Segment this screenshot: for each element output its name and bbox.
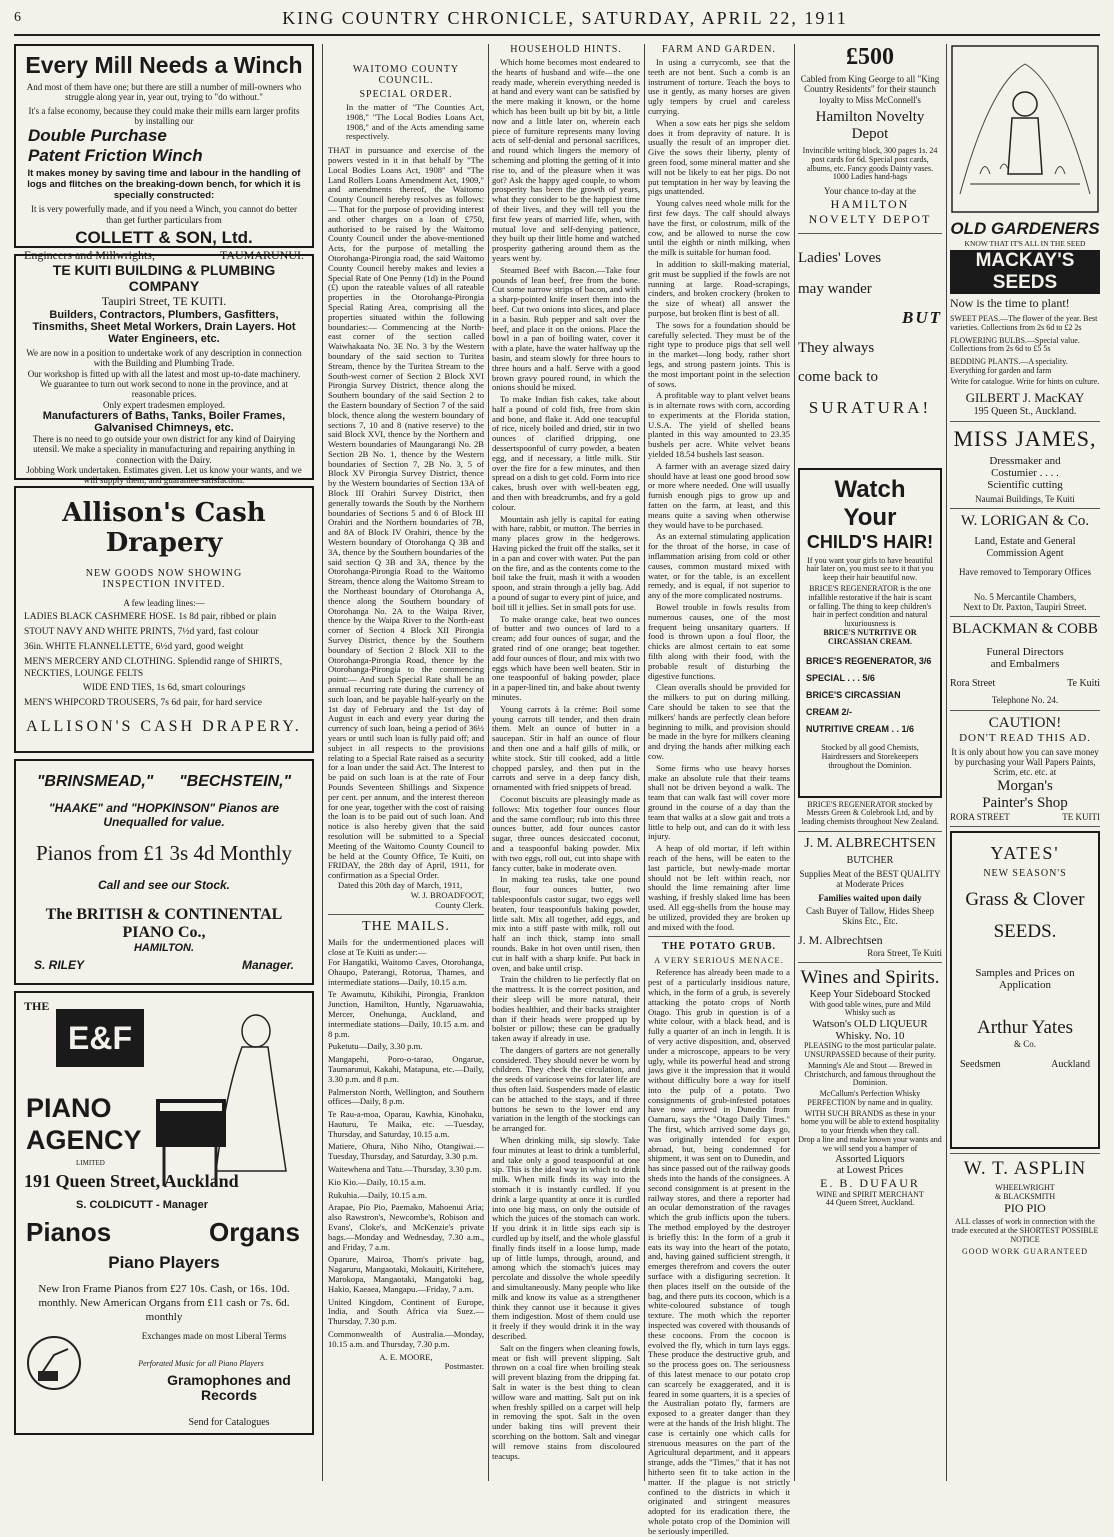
lorigan-name: W. LORIGAN & Co. [960, 513, 1090, 530]
farm-paragraph: A heap of old mortar, if left within reach of the hens, will be eaten to the last particle, but newly-made mortar should not be left within reach, nor should the lime remaining after lime washing, if freshly slaked lime has been used. All egg-shells from the house may be utilized, provided they are broken up and mixed with the food. [648, 843, 790, 932]
farm-paragraph: When a sow eats her pigs she seldom does it from depravity of nature. It is usually the result of an improper diet. Give the sows their liberty, plenty of green food, some mineral matter and she will not be likely to eat her pigs. Do not put temptation in her way by leaving the pigs unattended. [648, 117, 790, 197]
column-5 [798, 44, 942, 1481]
winch-powerful: It is very powerfully made, and if you need a Winch, you cannot do better than get further particulars from [31, 204, 297, 225]
hair-cream: BRICE'S NUTRITIVE OR CIRCASSIAN CREAM. [823, 627, 917, 646]
novelty-name: Hamilton Novelty Depot [815, 109, 925, 143]
butcher-supplies: Supplies Meat of the BEST QUALITY at Moderate Prices [799, 868, 941, 890]
ef-logo: E&F [56, 1009, 144, 1067]
farm-paragraph: As an external stimulating application for the throat of the horse, in case of inflammation arising from cold or other causes, common mustard mixed with water, or for the table, is an excellent remedy, and is equal, if not superior to any of the more complicated nostrums. [648, 531, 790, 601]
allison-line: 36in. WHITE FLANNELLETTE, 6½d yard, good weight [24, 641, 244, 652]
pianos-manager-name: S. RILEY [34, 958, 85, 972]
james-name: MISS JAMES, [953, 426, 1097, 452]
plumbing-p2: Our workshop is fitted up with all the latest and most up-to-date machinery. We guarantee to turn out work second to none in the province, and at reasonable prices. [27, 368, 301, 400]
mackay-now: Now is the time to plant! [950, 296, 1070, 310]
wines-whisky: Watson's OLD LIQUEUR Whisky. No. 10 [812, 1018, 928, 1043]
ef-ad [14, 991, 314, 1435]
household-paragraph: Steamed Beef with Bacon.—Take four pounds of lean beef, free from the bone. Cut some narrow strips of bacon, and with a sharp-pointed knife insert them into the beef. Cut two onions into slices, and place in a basin. Rub pepper and salt over the beef, and place it on the onions. Place the bowl in a pan of boiling water, cover it with a plate, have the water halfway up the basin, and steam slowly for three hours to three hours and a half. Serve with a good brown gravy poured round, in which the onions should be mixed. [492, 264, 640, 393]
pianos-ad [14, 759, 314, 985]
winch-pitch: It makes money by saving time and labour in the handling of logs and flitches on the breaking-down bench, for which it is specially constructed: [27, 168, 301, 202]
mackay-catalogue: Write for catalogue. Write for hints on culture. [950, 376, 1100, 386]
blackman-trade-2: and Embalmers [990, 658, 1060, 671]
asplin-town: PIO PIO [1004, 1201, 1046, 1216]
farm-paragraph: The sows for a foundation should be carefully selected. They must be of the right type to produce pigs that sell well in the market—long body, rather short legs, and strong pastern joints. This is the most important point in the selection of sows. [648, 319, 790, 389]
winch-ad [14, 44, 314, 263]
yates-grass: Grass & Clover [965, 888, 1085, 910]
hair-prices [806, 653, 934, 738]
yates-ad [950, 831, 1100, 1149]
suratura-line: may wander [798, 280, 872, 297]
council-special-order: SPECIAL ORDER. [359, 89, 453, 100]
masthead-title: KING COUNTRY CHRONICLE, SATURDAY, APRIL 22, 1911 [282, 8, 848, 28]
household-paragraph: Train the children to lie perfectly flat on the mattress. It is the correct position, and their sleep will be more natural, their bodies healthier, and their backs straighter than if their heads were propped up by bolster or pillow; these can be gradually taken away if already in use. [492, 974, 640, 1044]
column-1 [14, 44, 314, 1481]
wines-pleasing: PLEASING to the most particular palate. UNSURPASSED because of their purity. [804, 1041, 936, 1059]
morgan-name: Morgan's [997, 777, 1053, 794]
morgan-caution: CAUTION! [988, 714, 1062, 731]
wines-name: E. B. DUFAUR [820, 1175, 920, 1190]
farm-paragraph: A farmer with an average sized dairy should have at least one good brood sow or more where needed. One will usually furnish enough pigs to grow up and fatten on the farm, at least, and this means quite a saving when otherwise they would have to be purchased. [648, 460, 790, 530]
pianos-call: Call and see our Stock. [97, 878, 231, 892]
pianos-company: The BRITISH & CONTINENTAL PIANO Co., [45, 906, 283, 941]
hair-footer: BRICE'S REGENERATOR stocked by Messrs Green & Colebrook Ltd, and by leading chemists throughout New Zealand. [801, 799, 939, 827]
mails-heading: THE MAILS. [362, 919, 450, 935]
hair-headline-1: Watch Your [834, 475, 906, 531]
mails-entry: Kio Kio.—Daily, 10.15 a.m. [328, 1176, 426, 1187]
yates-seedsmen: Seedsmen [960, 1059, 1001, 1071]
household-paragraph: Mountain ash jelly is capital for eating with hare, rabbit, or mutton. The berries in many places grow in the hedgerows. Having picked the fruit off the stalks, set it in a pan and cover with water. Put the pan on the fire, and as the contents come to the boil take the fruit, mash it with a wooden spoon, and strain through a jelly bag. Add a pound of sugar to every pint of juice, and boil till it jellies. Set in small pots for use. [492, 513, 640, 612]
mackay-bedding: BEDDING PLANTS.—A speciality. Everything for garden and farm [950, 357, 1068, 375]
household-paragraph: Which home becomes most endeared to the hearts of husband and wife—the one ready made, wherein everything needed is at hand and every want can be satisfied by the mere making it known, or the home which has been built up bit by bit, a little now and a little later on, wherein each piece of furniture represents many loving acts of self-denial and personal sacrifices, and round which lingers the memory of scheming and plotting the getting of it into rise to, and of the pleasure when it was got? Ask the happy aged couple, to whom prosperity has been the growth of years, what they consider to be the happiest time of their lives, and they will tell you the first few years of married life, when, with mutual love and self-denying patience, they built up their little home and watched prosperity gathering around them as the years went by. [492, 57, 640, 263]
council-matter: In the matter of "The Counties Act, 1908," "The Local Bodies Loans Act, 1908," and of the Acts amending same respectively. [346, 102, 484, 142]
butcher-name-2: J. M. Albrechtsen [798, 932, 883, 947]
plumbing-p1: We are now in a position to undertake work of any description in connection with the Building and Plumbing Trade. [26, 348, 302, 369]
brand-brinsmead: "BRINSMEAD," [36, 773, 154, 790]
column-rule [644, 44, 645, 1481]
masthead-rule [14, 34, 1100, 36]
winch-town: TAUMARUNUI. [219, 248, 304, 263]
mackay-banner-2: KNOW THAT IT'S ALL IN THE SEED [964, 239, 1086, 248]
plumbing-p5: Jobbing Work undertaken. Estimates given. Let us know your wants, and we will supply them, and guarantee satisfaction. [26, 465, 302, 486]
farm-paragraph: Young calves need whole milk for the first few days. The calf should always have the first, or colostrum, milk of the cow, and be allowed to nurse the cow until the eighth or ninth milking, when the milk is suitable for human food. [648, 198, 790, 258]
farm-paragraph: Bowel trouble in fowls results from numerous causes, one of the most frequent being unsanitary quarters. If food is thrown upon a foul floor, the chicks are almost certain to eat some filth along with their food, with the probable result of disturbing the digestive functions. [648, 602, 790, 681]
wines-merchant: WINE and SPIRIT MERCHANT [816, 1189, 924, 1199]
yates-arthur: Arthur Yates [976, 1016, 1074, 1038]
suratura-brand: SURATURA! [808, 397, 932, 417]
ef-agency: AGENCY [26, 1125, 142, 1155]
hair-ad [798, 468, 942, 798]
lorigan-chambers: No. 5 Mercantile Chambers, [973, 591, 1077, 602]
mails-entry: Mangapehi, Poro-o-tarao, Ongarue, Taumarunui, Kakahi, Matapuna, etc.—Daily, 3.30 p.m. and 8 p.m. [328, 1054, 484, 1084]
mails-list [328, 958, 484, 1350]
mackay-address: 195 Queen St., Auckland. [973, 405, 1077, 417]
allison-new-goods: NEW GOODS NOW SHOWING [85, 568, 243, 579]
mails-entry: Puketutu—Daily, 3.30 p.m. [328, 1041, 423, 1052]
novelty-writing: Invincible writing block, 300 pages 1s. 24 post cards for 6d. Special post cards, albums, etc. Fancy goods Dainty vases. 1000 Ladies hand-bags [802, 146, 938, 182]
novelty-chance: Your chance to-day at the [823, 186, 917, 197]
james-buildings: Naumai Buildings, Te Kuiti [975, 494, 1075, 505]
council-body: THAT in pursuance and exercise of the powers vested in it in that behalf by "The Local Bodies Loans Act, 1908" and "The Land Rollers Loans Amendment Act, 1909," and amendments thereof, the Waitomo County Council hereby resolves as follows:— That for the purpose of providing interest and other charges on a loan of £750, authorised to be raised by the Waitomo County Council under the above-mentioned Acts, for the purpose of metalling the Otorohanga-Pirongia road, the said Waitomo County Council hereby makes and levies a Special Rate of One Penny (1d) in the Pound (£) upon the rateable values of all rateable properties in the Otorohanga-Pirongia Special Rating Area, comprising all the properties situated within the following boundaries:— Commencing at the North-east corner of the section called Waiwhakaata No. 3E No. 3 by the Western boundary of the said section to Turitea Stream, thence by the Turitea Stream to the South-west corner of Section 2 Block XVI Pirongia Survey District, thence along the Southern boundary of the said Section 2 to the Eastern boundary of Section 7 of the said block, thence along the western boundary of sections 7, 10 and 8 (native reserve) to the said Block XVI, thence by the Northern and Western boundaries of Maungarangi No. 2B Section 2B No. 1, thence by the Western boundaries of Section 7, 2B No. 3, 5 of Block XV Pirongia Survey District, thence by the Western boundaries of Section 13A of Block III Orahiri Survey District, then generally towards the South by the Northern boundaries of Sections 5 and 6 of Block III Orahiri and the Northern boundaries of 7B, and 8A of Block IV Orahiri, thence by the Western boundary of Otorohanga Q 3B and 3A, thence by the Southern boundaries of the said section Q 3B and 3A, thence by the Otorohanga-Pirongia Road to the Waitomo Stream, thence along the Waitomo Stream to the Northeast boundary of Otorohanga A, thence along the Southern boundary of Otorohanga No. 2A to the Waipa River, thence by the Waipa River to the North-east corner of Section 4 Block XII Pirongia Survey District, thence by the Southern boundary of Section 2 Block XII to the Otorohanga-Pirongia Road, thence by the Otorohanga-Pirongia to the commencing point:— And such Special Rate shall be an annual recurring rate during the currency of such loan, and be payable half-yearly on the 1st day of February and the 1st day of August in each and every year during the currency of such loan, being a period of 36½ years or until such loan is fully paid off; and subject in all respects to the provisions relating to a Special Rate raised as a security for a loan under the said Act. The Interest to be paid on such loan is at the rate of Four Pounds Seventeen Shillings and Sixpence per cent. per annum, and the interest thereon for one year, together with the cost of raising the loan is to be paid out of such loan. And notice is also hereby given that the said resolution will be submitted to a Special Meeting of the Waitomo County Council to be held at the County Office, Te Kuiti, on FRIDAY, the 28th day of April, 1911, for confirmation as a Special Order. [328, 145, 484, 881]
suratura-but: BUT [902, 307, 942, 327]
yates-auckland: Auckland [1051, 1059, 1090, 1071]
mails-entry: Commonwealth of Australia.—Monday, 10.15 a.m. and Thursday, 7.30 p.m. [328, 1329, 484, 1349]
mails-entry: Matiere, Ohura, Niho Niho, Otangiwai.—Tuesday, Thursday, and Saturday, 3.30 p.m. [328, 1141, 484, 1162]
wines-street: 44 Queen Street, Auckland. [825, 1198, 915, 1208]
household-paragraph: When drinking milk, sip slowly. Take four minutes at least to drink a tumblerful, and take only a good teaspoonful at one sip. This is the ideal way in which to drink milk. When milk finds its way into the stomach it is instantly curdled. If you drink a large quantity at once it is curdled into one big mass, on only the outside of which the juices of the stomach can work. If you drink it in little sips each sip is curdled up by itself, and the whole glassful finally finds itself in a loose lump, made up of little lumps, through, around, and among which the stomach's juices may percolate and dissolve the whole speedily and simultaneously. Many people who like milk and know its value as a strengthener think they cannot use it because it gives them indigestion. Most of them could use it freely if they would drink it in the way described. [492, 1135, 640, 1341]
allison-name: Allison's Cash Drapery [62, 498, 266, 558]
farm-heading: FARM AND GARDEN. [662, 44, 776, 55]
winch-trade: Engineers and Millwrights, [24, 248, 155, 263]
blackman-name: BLACKMAN & COBB [952, 621, 1098, 638]
farm-text [648, 58, 790, 932]
yates-co: & Co. [1013, 1038, 1036, 1049]
brand-bechstein: "BECHSTEIN," [179, 773, 292, 790]
mails-entry: Arapae, Pio Pio, Paemako, Mahoenui Aria; also Rawstron's, Newcombe's, Robison and Evans', Cloke's, and McKenzie's private bags.—Monday and Wednesday, 7.30 a.m., and Friday, 7 a.m. [328, 1202, 484, 1252]
asplin-trade-2: & BLACKSMITH [994, 1191, 1056, 1201]
plumbing-p3: Only expert tradesmen employed. [103, 399, 225, 410]
plumbing-p4: There is no need to go outside your own district for any kind of Dairying utensil. We make a speciality in manufacturing and repairing anything in connection with the Dairy. [32, 434, 296, 465]
wines-keep: Keep Your Sideboard Stocked [809, 989, 931, 1001]
morgan-shop: Painter's Shop [982, 794, 1068, 811]
ef-gramophones: Gramophones and Records [167, 1372, 291, 1404]
column-4 [648, 44, 791, 1536]
butcher-families: Families waited upon daily [818, 892, 922, 903]
morgan-town: TE KUITI [1062, 811, 1100, 822]
mails-entry: United Kingdom, Continent of Europe, India, and South Africa via Suez.—Thursday, 7.30 p.m. [328, 1296, 484, 1327]
household-paragraph: To make orange cake, beat two ounces of butter and two ounces of lard to a cream; add four ounces of sugar, and the grated rind of one orange; beat together. add four ounces of flour, and mix with two eggs which have been well beaten. Stir in one teaspoonful of baking powder, place in a paper-lined tin, and bake about twenty minutes. [492, 613, 640, 702]
ef-limited: LIMITED [76, 1159, 105, 1167]
household-paragraph: Salt on the fingers when cleaning fowls, meat or fish will prevent slipping. Salt thrown on a coal fire when broiling steak will prevent blazing from the dripping fat. Salt in water is the best thing to clean willow ware and matting. Salt put on ink when freshly spilled on a carpet will help in removing the spot. Salt in the oven under baking tins will prevent their scorching on the bottom. Salt and vinegar will remove stains from discoloured teacups. [492, 1342, 640, 1461]
household-paragraph: The dangers of garters are not generally considered. They should never be worn by children. They check the circulation, and the seeds of varicose veins for later life are thus often laid. Suspenders made of elastic can be attached to the stays, and if three buttons be sewn to the lower end any variation in the length of the stockings can be arranged for. [492, 1044, 640, 1134]
suratura-line: They always [798, 339, 875, 356]
wines-assorted: Assorted Liquors [835, 1153, 905, 1165]
james-dressmaker: Dressmaker and [989, 455, 1061, 468]
ef-organs: Organs [208, 1217, 300, 1247]
hair-price: NUTRITIVE CREAM . . 1/6 [806, 723, 915, 734]
yates-season: NEW SEASON'S [983, 867, 1067, 879]
yates-name: YATES' [990, 842, 1060, 863]
allison-line: WIDE END TIES, 1s 6d, smart colourings [82, 683, 246, 694]
ef-manager: S. COLDICUTT - Manager [76, 1199, 209, 1211]
mails-entry: Te Awamutu, Kihikihi, Pirongia, Frankton Junction, Hamilton, Huntly, Ngaruawahia, Mercer, Onehunga, Auckland, and intermediate stations—Daily, 10.15 a.m. and 8 p.m. [328, 989, 484, 1039]
morgan-body: It is only about how you can save money by purchasing your Wall Papers Paints, Scrim, etc. etc. at [951, 746, 1099, 778]
lorigan-trade-1: Land, Estate and General [974, 536, 1076, 548]
farm-paragraph: A profitable way to plant velvet beans is in alternate rows with corn, according to experiments at the Florida station, U.S.A. The yield of shelled beans planted in this way amounted to 23.35 bushels per acre. White velvet beans yielded 18.54 bushels last season. [648, 390, 790, 460]
column-rule [794, 44, 795, 1481]
farm-paragraph: Some firms who use heavy horses make an absolute rule that their teams shall not be driven beyond a walk. The team that can walk fast will cover more ground in the course of a day than the team that walks at a slow gait and trots a little to help out, and can do it with less injury. [648, 762, 790, 842]
council-clerk: County Clerk. [435, 899, 484, 910]
wines-stout: Manning's Ale and Stout — Brewed in Christchurch, and famous throughout the Dominion. [804, 1060, 936, 1088]
column-rule [322, 44, 323, 1481]
winch-intro: And most of them have one; but there are still a number of mill-owners who struggle along year in, year out, trying to "do without." [26, 82, 302, 103]
hair-price: BRICE'S CIRCASSIAN CREAM 2/- [806, 689, 901, 717]
wines-headline: Wines and Spirits. [800, 967, 940, 989]
james-cutting: Scientific cutting [987, 479, 1063, 492]
grub-paragraph: Reference has already been made to a pest of a particularly insidious nature, which, in the form of a grub, is severely attacking the potato crops of North Otago. This grub in question is of a white colour, with a black head, and is fully a quarter of an inch in length. It is of very active disposition, and, observed under a microscope, appears to be very ugly, while its powerful head and strong jaws give it the impression that it would without difficulty bore a way for itself into the pulp of a potato. Two consignments of grub-infested potatoes have now arrived in Dunedin from Oamaru, says the "Otago Daily Times." The first, which arrived some days go, was originally intended for export abroad, but, being condemned for shipment, it was sent on to Dunedin, and has since passed out of the railway goods sheds into the hands of the consignees. A second consignment is at present in the railway stores, and there a reporter had an ocular demonstration of the ravages which the grub inflicts upon the tubers. The method employed by the destroyer is briefly this: In the form of a grub it eats its way into the heart of the potato, and, having gained sufficient strength, it emerges therefrom and covers the outer surface with a disfiguring secretion. It then places itself on the outside of the bag, and there puts its cocoon, which is a white-coloured substance of tough texture. The moth which the reporter inspected was covered with thousands of these cocoons. From the cocoon is evolved the fly, which in turn lays eggs. These produce the destructive grub, and so the process goes on. The seriousness of this latest menace to our potato crop can scarcely be exaggerated, and it is feared in some quarters, it is a species of the Australian potato fly, farmers are exposed to a greater danger than they were at the hands of the Irish blight. The case is certainly one which calls for strenuous measures on the part of the Agricultural department, and it appears strange, adds the "Times," that it has not hitherto seen fit to take action in the matter. If the plague is not strictly confined to the districts in which it originated and stringent measures adopted for its eradication there, the whole potato crop of the Dominion will be seriously imperilled. [648, 967, 791, 1536]
council-heading: WAITOMO COUNTY COUNCIL. [352, 64, 460, 86]
plumbing-manufacturers: Manufacturers of Baths, Tanks, Boiler Frames, Galvanised Chimneys, etc. [42, 410, 286, 435]
suratura-line: come back to [798, 368, 878, 385]
hair-p1: If you want your girls to have beautiful hair later on, you must see to it that you keep their hair beautiful now. [806, 555, 934, 583]
allison-ad [14, 486, 314, 753]
wines-brands: WITH SUCH BRANDS as these in your home you will be able to extend hospitality to your friends when they call. [800, 1108, 940, 1136]
household-paragraph: In making tea rusks, take one pound flour, four ounces butter, two tablespoonfuls castor sugar, two eggs well beaten, four teaspoonfuls baking powder, little salt. Mix all together, add eggs, and mix into a stiff paste with milk, roll out half an inch thick, stamp into small rounds. Bake in hot oven until risen, then cut in half with a sharp knife. Put back in oven, and bake until crisp. [492, 874, 640, 973]
yates-seeds: SEEDS. [993, 920, 1057, 942]
mails-intro: Mails for the undermentioned places will close at Te Kuiti as under:— [328, 937, 484, 958]
plumbing-ad [14, 254, 314, 486]
winch-false-economy: It's a false economy, because they could make their mills earn larger profits by installing our [28, 105, 300, 127]
column-rule [488, 44, 489, 1481]
allison-line: MEN'S MERCERY AND CLOTHING. Splendid range of SHIRTS, NECKTIES, LOUNGE FELTS [24, 656, 283, 679]
allison-lines [24, 612, 304, 710]
allison-line: LADIES BLACK CASHMERE HOSE. 1s 8d pair, ribbed or plain [24, 612, 277, 622]
column-3 [492, 44, 640, 1481]
household-paragraph: Young carrots à la crème: Boil some young carrots till tender, and then drain them. Melt an ounce of butter in a saucepan. Stir in half an ounce of flour and then one and a half gills of milk, or white stock. Stir till cooked, add a little chopped parsley, and then put in the carrots and serve in a deep fancy dish, ornamented with fried snippets of bread. [492, 703, 640, 793]
blackman-trade-1: Funeral Directors [986, 646, 1064, 659]
wines-lowest: at Lowest Prices [836, 1164, 904, 1176]
pianos-price: Pianos from £1 3s 4d Monthly [35, 841, 293, 865]
wines-mccallum: McCallum's Perfection Whisky PERFECTION by name and in quality. [807, 1089, 933, 1107]
column-rule [946, 44, 947, 1481]
allison-inspection: INSPECTION INVITED. [102, 579, 226, 590]
pianos-manager-title: Manager. [241, 958, 294, 972]
asplin-body: ALL classes of work in connection with the trade executed at the SHORTEST POSSIBLE NOTICE [951, 1217, 1099, 1245]
ef-the: THE [24, 999, 50, 1013]
mackay-bulbs: FLOWERING BULBS.—Special value. Collections from 2s 6d to £5 5s [950, 335, 1080, 354]
allison-footer: ALLISON'S CASH DRAPERY. [26, 718, 302, 736]
household-paragraph: To make Indian fish cakes, take about half a pound of cold fish, free from skin and bone, and flake it. Add one teacupful of rice, nicely boiled and dried, stir in two ounces of clarified dripping, one dessertspoonful of curry powder, a beaten egg, and if necessary, a little milk. Stir over the fire for a few minutes, and then spread on a dish to get cold. Form into rice cakes, brush over with well-beaten egg, and then with breadcrumbs, and fry a gold colour. [492, 394, 640, 512]
morgan-street: RORA STREET [950, 811, 1010, 822]
mails-entry: Oparure, Mairoa, Thom's private bag, Nagaruru, Mangaotaki, Mokauiti, Kiritehere, Marokopa, Mangaotaki, Mangatoki bag, Hakio, Kaeaea, Mangapu.—Friday, 7 a.m. [328, 1254, 484, 1294]
allison-line: STOUT NAVY AND WHITE PRINTS, 7½d yard, fast colour [24, 626, 259, 637]
mails-signed: A. E. MOORE, [379, 1351, 433, 1362]
ef-address: 191 Queen Street, Auckland [24, 1171, 239, 1191]
mails-entry: For Hangatiki, Waitomo Caves, Otorohanga, Ohaupo, Paterangi, Rotorua, Thames, and intermediate stations—Daily, 10.15 a.m. [328, 956, 484, 987]
winch-product-1: Double Purchase [28, 126, 167, 146]
morgan-dont: DON'T READ THIS AD. [959, 731, 1091, 744]
plumbing-trades: Builders, Contractors, Plumbers, Gasfitters, Tinsmiths, Sheet Metal Workers, Drain Layers. Hot Water Engineers, etc. [32, 309, 296, 345]
ef-players: Piano Players [108, 1253, 220, 1272]
ef-exchanges: Exchanges made on most Liberal Terms [141, 1331, 287, 1341]
blackman-phone: Telephone No. 24. [991, 695, 1059, 706]
ef-piano: PIANO [26, 1093, 112, 1123]
suratura-line: Ladies' Loves [798, 249, 882, 266]
novelty-price: £500 [846, 44, 894, 70]
mackay-sweet: SWEET PEAS.—The flower of the year. Best varieties. Collections from 2s 6d to £2 2s [950, 314, 1098, 332]
asplin-trade-1: WHEELWRIGHT [995, 1182, 1055, 1192]
lorigan-next: Next to Dr. Paxton, Taupiri Street. [963, 602, 1087, 613]
hair-price: BRICE'S REGENERATOR, 3/6 [806, 655, 932, 666]
mackay-firm: GILBERT J. MacKAY [965, 389, 1085, 405]
ef-pianos: Pianos [26, 1217, 112, 1247]
mackay-name: MACKAY'S SEEDS [950, 250, 1100, 294]
farm-paragraph: In addition to skill-making material, grit must be supplied if the fowls are not running at large. Road-scrapings, cinders, and broken crockery (broken to the size of wheat) all answer the purpose, but broken flint is best of all. [648, 258, 790, 318]
piano-illustration [156, 1001, 296, 1191]
allison-few-lines: A few leading lines:— [123, 598, 205, 608]
suratura-ad [798, 250, 942, 456]
ef-perforated: Perforated Music for all Piano Players [138, 1359, 264, 1368]
gardener-illustration [950, 44, 1100, 214]
ef-offer: New Iron Frame Pianos from £27 10s. Cash, or 16s. 10d. monthly. New American Organs from £11 cash or 7s. 6d. monthly [38, 1283, 290, 1323]
wines-drop: Drop a line and make known your wants and we will send you a hamper of [798, 1135, 942, 1153]
butcher-name: J. M. ALBRECHTSEN [804, 835, 936, 851]
yates-samples: Samples and Prices on Application [975, 966, 1075, 991]
lorigan-trade-2: Commission Agent [986, 547, 1064, 559]
mackay-banner-1: OLD GARDENERS [950, 219, 1100, 238]
james-costumier: Costumier . . . . [991, 467, 1059, 480]
novelty-name-2: HAMILTON NOVELTY DEPOT [808, 196, 932, 226]
plumbing-address: Taupiri Street, TE KUITI. [101, 294, 227, 308]
hair-regen: BRICE'S REGENERATOR is the one infallible restorative if the hair is scant or falling. The thing to keep children's hair in perfect condition and natural luxuriousness is [808, 583, 932, 629]
wines-good: With good table wines, pure and Mild Whisky such as [809, 999, 931, 1018]
column-2 [328, 44, 484, 1481]
page-number: 6 [14, 10, 21, 25]
novelty-cabled: Cabled from King George to all "King Country Residents" for their staunch loyalty to Miss McConnell's [800, 74, 940, 105]
allison-line: MEN'S WHIPCORD TROUSERS, 7s 6d pair, for hard service [24, 698, 262, 709]
asplin-footer: GOOD WORK GUARANTEED [961, 1246, 1089, 1256]
mails-title: Postmaster. [444, 1361, 484, 1372]
mails-entry: Rukuhia.—Daily, 10.15 a.m. [328, 1189, 427, 1200]
winch-company: COLLETT & SON, Ltd. [75, 228, 253, 248]
lorigan-removed: Have removed to Temporary Offices [959, 567, 1091, 578]
grub-subheading: A VERY SERIOUS MENACE. [654, 955, 784, 966]
blackman-town: Te Kuiti [1067, 678, 1100, 690]
grub-heading: THE POTATO GRUB. [661, 941, 777, 953]
farm-paragraph: Clean overalls should be provided for the milkers to put on during milking. Care should be taken to see that the milkers' hands are perfectly clean before beginning to milk, and provision should be made in the byre for milkers cleaning and drying the hands after milking each cow. [648, 682, 790, 761]
butcher-buyer: Cash Buyer of Tallow, Hides Sheep Skins Etc., Etc. [805, 905, 935, 927]
hair-headline-2: CHILD'S HAIR! [806, 531, 934, 552]
grub-text [648, 968, 790, 1536]
blackman-street: Rora Street [950, 678, 996, 690]
asplin-name: W. T. ASPLIN [963, 1157, 1087, 1179]
council-signed: W. J. BROADFOOT, [410, 889, 484, 900]
plumbing-name: TE KUITI BUILDING & PLUMBING COMPANY [52, 262, 276, 294]
household-text [492, 58, 640, 1461]
ef-catalogues: Send for Catalogues [188, 1417, 270, 1428]
hair-stocked: Stocked by all good Chemists, Hairdressers and Storekeepers throughout the Dominion. [821, 743, 919, 770]
butcher-title: BUTCHER [846, 854, 894, 866]
pianos-line2: "HAAKE" and "HOPKINSON" Pianos are Unequalled for value. [48, 801, 280, 829]
winch-headline: Every Mill Needs a Winch [25, 52, 303, 78]
mails-entry: Palmerston North, Wellington, and Southern offices—Daily, 8 p.m. [328, 1086, 484, 1107]
mails-entry: Waitewhena and Tatu.—Thursday, 3.30 p.m. [328, 1164, 482, 1175]
column-6 [950, 44, 1100, 1481]
butcher-address: Rora Street, Te Kuiti [867, 947, 942, 958]
hair-price: SPECIAL . . . 5/6 [806, 672, 875, 683]
pianos-town: HAMILTON. [133, 942, 195, 954]
winch-product-2: Patent Friction Winch [28, 146, 203, 166]
household-paragraph: Coconut biscuits are pleasingly made as follows: Mix together four ounces flour and the same cornflour; rub into this three ounces butter, add four ounces castor sugar, three ounces desiccated coconut, and a teaspoonful baking powder. Mix with two eggs, roll out, cut into shape with fancy cutter, bake in moderate oven. [492, 793, 640, 873]
farm-paragraph: In using a currycomb, see that the teeth are not bent. Such a comb is an instrument of torture. Teach the boys to use it gently, as many horses are given ugly tempers by cruel and careless currying. [648, 57, 790, 116]
mails-entry: Te Rau-a-moa, Oparau, Kawhia, Kinohaku, Hauturu, Te Maika, etc. —Tuesday, Thursday, and Saturday, 10.15 a.m. [328, 1109, 484, 1139]
council-dated: Dated this 20th day of March, 1911, [338, 879, 463, 890]
gramophone-illustration [24, 1333, 84, 1393]
household-heading: HOUSEHOLD HINTS. [510, 44, 622, 55]
